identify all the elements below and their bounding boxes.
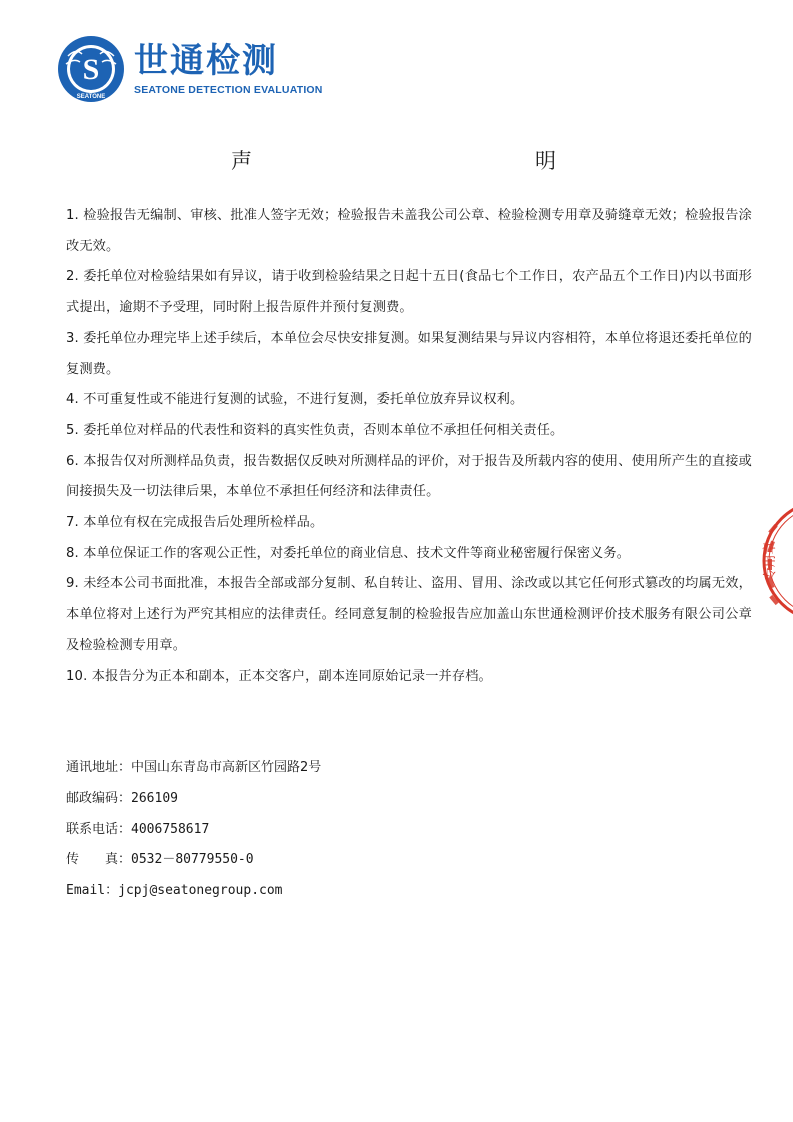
page-title [0,145,793,175]
phone-label: 联系电话： [66,821,132,837]
email-row [66,876,666,907]
notice-item: 6. 本报告仅对所测样品负责，报告数据仅反映对所测样品的评价，对于报告及所载内容的使用、使用所产生的直接或间接损失及一切法律后果，本单位不承担任何经济和法律责任。 [66,453,752,500]
seal-text: 专用章 [763,541,778,581]
notice-item: 10. 本报告分为正本和副本，正本交客户，副本连同原始记录一并存档。 [66,668,492,684]
postcode-value: 266109 [131,790,178,806]
seal-icon [762,497,793,625]
notice-list [66,201,752,692]
fax-value: 0532－80779550-0 [131,852,254,868]
notice-item: 9. 未经本公司书面批准，本报告全部或部分复制、私自转让、盗用、冒用、涂改或以其它任何形式篡改的均属无效，本单位将对上述行为严究其相应的法律责任。经同意复制的检验报告应加盖山东世通检测评价技术服务有限公司公章及检验检测专用章。 [66,576,752,653]
notice-item: 5. 委托单位对样品的代表性和资料的真实性负责，否则本单位不承担任何相关责任。 [66,422,564,438]
address-value: 中国山东青岛市高新区竹园路2号 [131,760,322,775]
title-part-2: 明 [535,149,556,173]
notice-item: 4. 不可重复性或不能进行复测的试验，不进行复测，委托单位放弃异议权利。 [66,392,524,408]
logo-chinese-name: 世通检测 [134,41,278,81]
title-part-1: 声 [231,149,252,173]
notice-item: 1. 检验报告无编制、审核、批准人签字无效；检验报告未盖我公司公章、检验检测专用章及骑缝章无效；检验报告涂改无效。 [66,208,752,254]
logo-letter: S [82,53,100,86]
fax-label: 传 真： [66,852,132,868]
notice-item: 8. 本单位保证工作的客观公正性，对委托单位的商业信息、技术文件等商业秘密履行保密义务。 [66,545,631,561]
official-seal-stamp [762,497,793,625]
logo-english-name: SEATONE DETECTION EVALUATION [134,84,323,96]
logo-text [134,42,323,96]
email-value: jcpj@seatonegroup.com [118,883,283,899]
notice-item: 2. 委托单位对检验结果如有异议，请于收到检验结果之日起十五日(食品七个工作日，农产品五个工作日)内以书面形式提出，逾期不予受理，同时附上报告原件并预付复测费。 [66,269,752,316]
postcode-row [66,784,666,815]
email-label: Email： [66,883,119,899]
notice-item: 3. 委托单位办理完毕上述手续后，本单位会尽快安排复测。如果复测结果与异议内容相符，本单位将退还委托单位的复测费。 [66,330,752,377]
notice-item: 7. 本单位有权在完成报告后处理所检样品。 [66,515,324,531]
fax-row [66,845,666,876]
address-label: 通讯地址： [66,760,132,775]
company-logo [56,34,323,104]
contact-info [66,753,666,907]
address-row [66,753,666,784]
seatone-logo-icon [56,34,126,104]
phone-row [66,815,666,846]
postcode-label: 邮政编码： [66,790,132,806]
logo-ring-text: SEATONE [76,94,106,100]
phone-value: 4006758617 [131,821,210,837]
